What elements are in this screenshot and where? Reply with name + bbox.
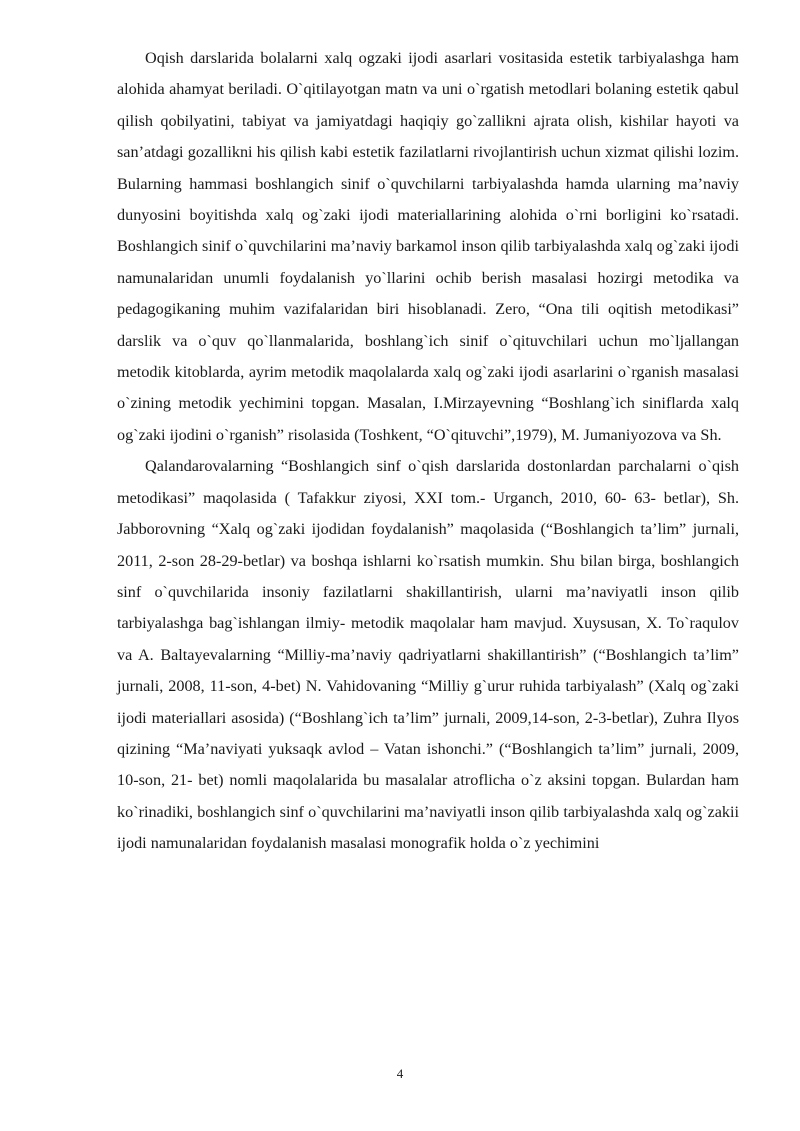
body-text xyxy=(117,43,739,860)
paragraph-2: Qalandarovalarning “Boshlangich sinf o`qish darslarida dostonlardan parchalarni o`qish metodikasi” maqolasida ( Tafakkur ziyosi, XXI tom.- Urganch, 2010, 60- 63- betlar), Sh. Jabborovning “Xalq og`zaki ijodidan foydalanish” maqolasida (“Boshlangich ta’lim” jurnali, 2011, 2-son 28-29-betlar) va boshqa ishlarni ko`rsatish mumkin. Shu bilan birga, boshlangich sinf o`quvchilarida insoniy fazilatlarni shakillantirish, ularni ma’naviyatli inson qilib tarbiyalashga bag`ishlangan ilmiy- metodik maqolalar ham mavjud. Xuysusan, X. To`raqulov va A. Baltayevalarning “Milliy-ma’naviy qadriyatlarni shakillantirish” (“Boshlangich ta’lim” jurnali, 2008, 11-son, 4-bet) N. Vahidovaning “Milliy g`urur ruhida tarbiyalash” (Xalq og`zaki ijodi materiallari asosida) (“Boshlang`ich ta’lim” jurnali, 2009,14-son, 2-3-betlar), Zuhra Ilyos qizining “Ma’naviyati yuksaqk avlod – Vatan ishonchi.” (“Boshlangich ta’lim” jurnali, 2009, 10-son, 21- bet) nomli maqolalarida bu masalalar atroflicha o`z aksini topgan. Bulardan ham ko`rinadiki, boshlangich sinf o`quvchilarini ma’naviyatli inson qilib tarbiyalashda xalq og`zakii ijodi namunalaridan foydalanish masalasi monografik holda o`z yechimini xyxy=(117,457,739,853)
page-number: 4 xyxy=(396,1066,404,1081)
paragraph-1: Oqish darslarida bolalarni xalq ogzaki ijodi asarlari vositasida estetik tarbiyalashga ham alohida ahamyat beriladi. O`qitilayotgan matn va uni o`rgatish metodlari bolaning estetik qabul qilish qobilyatini, tabiyat va jamiyatdagi haqiqiy go`zallikni ajrata olish, kishilar hayoti va san’atdagi gozallikni his qilish kabi estetik fazilatlarni rivojlantirish uchun xizmat qilishi lozim. Bularning hammasi boshlangich sinif o`quvchilarni tarbiyalashda hamda ularning ma’naviy dunyosini boyitishda xalq og`zaki ijodi materiallarining alohida o`rni borligini ko`rsatadi. Boshlangich sinif o`quvchilarini ma’naviy barkamol inson qilib tarbiyalashda xalq og`zaki ijodi namunalaridan unumli foydalanish yo`llarini ochib berish masalasi hozirgi metodika va pedagogikaning muhim vazifalaridan biri hisoblanadi. Zero, “Ona tili oqitish metodikasi” darslik va o`quv qo`llanmalarida, boshlang`ich sinif o`qituvchilari uchun mo`ljallangan metodik kitoblarda, ayrim metodik maqolalarda xalq og`zaki ijodi asarlarini o`rganish masalasi o`zining metodik yechimini topgan. Masalan, I.Mirzayevning “Boshlang`ich siniflarda xalq og`zaki ijodini o`rganish” risolasida (Toshkent, “O`qituvchi”,1979), M. Jumaniyozova va Sh. xyxy=(117,49,739,444)
